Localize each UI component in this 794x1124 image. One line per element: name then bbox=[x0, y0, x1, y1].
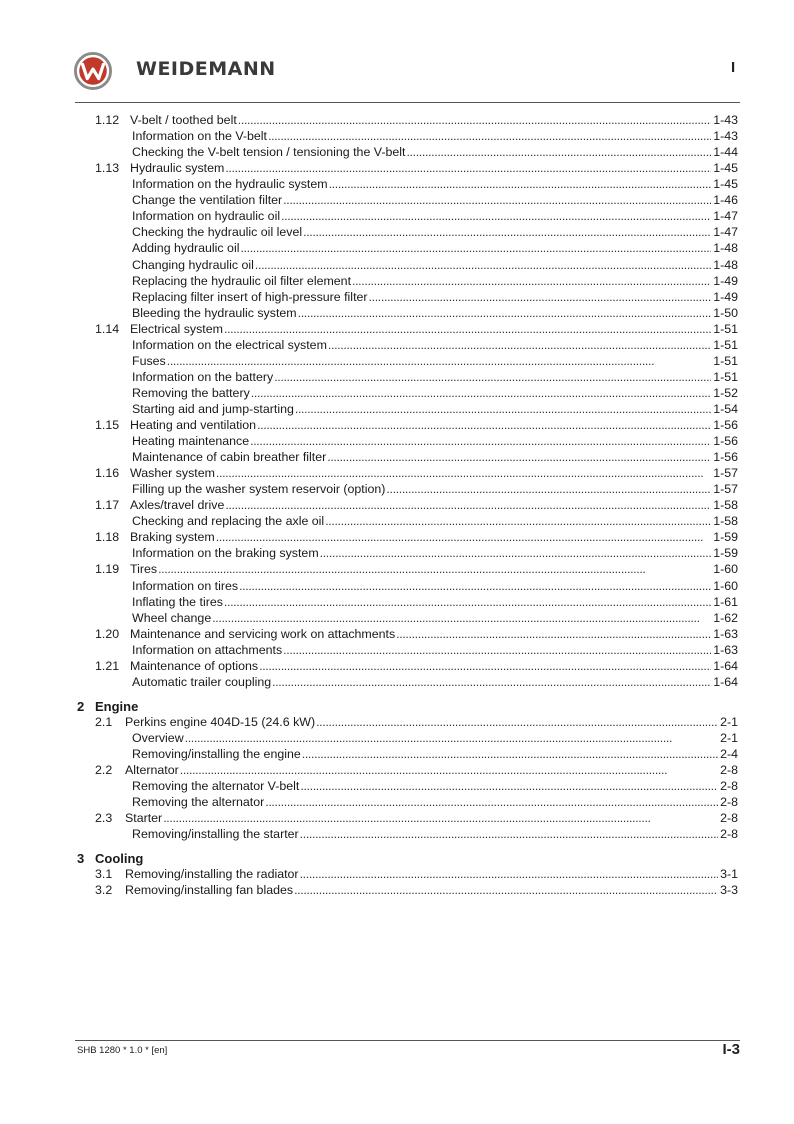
toc-entry-title: Information on the battery bbox=[132, 369, 274, 384]
toc-entry[interactable] bbox=[132, 257, 738, 273]
dot-leader bbox=[163, 810, 718, 826]
dot-leader bbox=[294, 882, 718, 898]
toc-entry-page: 2-8 bbox=[720, 779, 738, 793]
chapter-mark: I bbox=[731, 59, 736, 76]
toc-entry[interactable] bbox=[95, 714, 738, 730]
toc-entry-page: 1-51 bbox=[713, 321, 738, 336]
dot-leader bbox=[281, 208, 711, 224]
toc-entry[interactable] bbox=[132, 449, 738, 465]
toc-entry-page: 1-60 bbox=[713, 578, 738, 593]
toc-entry-page: 1-56 bbox=[713, 434, 738, 448]
toc-entry-number: 1.19 bbox=[95, 562, 120, 577]
toc-entry[interactable] bbox=[132, 481, 738, 497]
dot-leader bbox=[274, 369, 711, 385]
toc-entry-title: Fuses bbox=[132, 353, 166, 368]
toc-entry[interactable] bbox=[132, 674, 738, 690]
toc-entry-page: 3-1 bbox=[720, 867, 738, 882]
toc-entry-number: 1.21 bbox=[95, 658, 120, 673]
dot-leader bbox=[283, 192, 711, 208]
toc-entry[interactable] bbox=[132, 385, 738, 401]
dot-leader bbox=[386, 481, 711, 497]
toc-entry[interactable] bbox=[95, 762, 738, 778]
toc-entry-page: 1-48 bbox=[713, 241, 738, 256]
toc-entry-title: Replacing filter insert of high-pressure filter bbox=[132, 289, 368, 304]
header-divider bbox=[75, 102, 740, 103]
toc-entry-title: Bleeding the hydraulic system bbox=[132, 305, 297, 320]
toc-entry-page: 2-8 bbox=[720, 811, 738, 826]
page-header bbox=[0, 0, 794, 110]
toc-entry-page: 1-58 bbox=[713, 514, 738, 529]
toc-entry-page: 1-47 bbox=[713, 209, 738, 224]
dot-leader bbox=[369, 289, 712, 305]
toc-entry-title: Filling up the washer system reservoir (option) bbox=[132, 482, 386, 497]
toc-entry-page: 1-48 bbox=[713, 257, 738, 272]
toc-entry[interactable] bbox=[132, 778, 738, 794]
dot-leader bbox=[272, 674, 711, 690]
dot-leader bbox=[265, 794, 718, 810]
toc-entry-page: 2-1 bbox=[720, 714, 738, 729]
dot-leader bbox=[225, 497, 711, 513]
toc-entry-page: 1-61 bbox=[713, 594, 738, 609]
toc-entry-page: 1-51 bbox=[713, 353, 738, 368]
dot-leader bbox=[283, 642, 711, 658]
toc-entry-page: 1-43 bbox=[713, 113, 738, 127]
toc-entry-title: Removing/installing the radiator bbox=[125, 867, 299, 882]
toc-entry-title: Axles/travel drive bbox=[130, 498, 225, 513]
dot-leader bbox=[300, 826, 718, 842]
toc-entry[interactable] bbox=[132, 401, 738, 417]
toc-entry-title: Heating and ventilation bbox=[130, 418, 257, 432]
toc-entry[interactable] bbox=[95, 465, 738, 481]
toc-entry[interactable] bbox=[95, 561, 738, 577]
toc-entry[interactable] bbox=[95, 810, 738, 826]
dot-leader bbox=[180, 762, 718, 778]
toc-entry-page: 1-46 bbox=[713, 193, 738, 208]
dot-leader bbox=[329, 176, 712, 192]
toc-entry-title: Checking the hydraulic oil level bbox=[132, 225, 303, 240]
toc-entry[interactable] bbox=[95, 497, 738, 513]
toc-entry[interactable] bbox=[95, 529, 738, 545]
dot-leader bbox=[259, 658, 711, 674]
toc-entry-title: Information on the V-belt bbox=[132, 129, 268, 144]
dot-leader bbox=[250, 433, 711, 449]
toc-entry-title: Wheel change bbox=[132, 610, 212, 625]
dot-leader bbox=[316, 714, 718, 730]
toc-entry[interactable] bbox=[132, 545, 738, 561]
toc-entry-page: 1-63 bbox=[713, 642, 738, 657]
toc-entry-page: 1-50 bbox=[713, 305, 738, 320]
toc-entry-title: Checking and replacing the axle oil bbox=[132, 514, 325, 529]
dot-leader bbox=[251, 385, 711, 401]
toc-entry-title: Changing hydraulic oil bbox=[132, 257, 254, 272]
dot-leader bbox=[295, 401, 711, 417]
toc-entry[interactable] bbox=[95, 112, 738, 128]
toc-entry-page: 1-45 bbox=[713, 161, 738, 176]
dot-leader bbox=[224, 321, 711, 337]
toc-entry-title: Replacing the hydraulic oil filter element bbox=[132, 273, 352, 288]
toc-entry-page: 2-8 bbox=[720, 795, 738, 810]
toc-entry-title: Removing/installing the engine bbox=[132, 746, 301, 761]
toc-entry-title: Maintenance and servicing work on attachments bbox=[130, 626, 396, 641]
dot-leader bbox=[239, 578, 711, 594]
toc-entry-number: 1.17 bbox=[95, 498, 120, 513]
toc-entry[interactable] bbox=[132, 513, 738, 529]
toc-entry-title: Information on the braking system bbox=[132, 546, 319, 561]
toc-entry-title: Adding hydraulic oil bbox=[132, 241, 240, 256]
toc-entry[interactable] bbox=[132, 273, 738, 289]
dot-leader bbox=[257, 417, 711, 433]
toc-entry-number: 1.14 bbox=[95, 321, 120, 336]
toc-entry-title: Information on the hydraulic system bbox=[132, 177, 328, 192]
toc-entry[interactable] bbox=[95, 626, 738, 642]
toc-entry-title: Checking the V-belt tension / tensioning the V-belt bbox=[132, 145, 406, 160]
toc-entry-page: 1-44 bbox=[713, 145, 738, 160]
dot-leader bbox=[406, 144, 711, 160]
toc-entry-title: Removing/installing the starter bbox=[132, 827, 299, 842]
document-id: SHB 1280 * 1.0 * [en] bbox=[77, 1045, 168, 1056]
toc-entry[interactable] bbox=[95, 882, 738, 898]
toc-entry-page: 1-63 bbox=[713, 626, 738, 641]
toc-entry-number: 1.13 bbox=[95, 161, 120, 176]
toc-entry-page: 1-60 bbox=[713, 562, 738, 577]
toc-entry-title: Hydraulic system bbox=[130, 161, 225, 176]
toc-entry-page: 2-8 bbox=[720, 763, 738, 777]
toc-entry-page: 1-43 bbox=[713, 129, 738, 144]
toc-entry-title: Inflating the tires bbox=[132, 594, 223, 609]
footer-divider bbox=[75, 1040, 740, 1041]
toc-entry-number: 3.1 bbox=[95, 867, 113, 882]
chapter-number: 2 bbox=[77, 698, 85, 714]
dot-leader bbox=[327, 449, 711, 465]
toc-entry-number: 2.2 bbox=[95, 763, 113, 777]
dot-leader bbox=[300, 778, 718, 794]
toc-entry[interactable] bbox=[132, 289, 738, 305]
dot-leader bbox=[185, 730, 718, 746]
toc-entry[interactable] bbox=[132, 144, 738, 160]
toc-entry-page: 1-49 bbox=[713, 273, 738, 288]
toc-entry-title: V-belt / toothed belt bbox=[130, 113, 237, 127]
dot-leader bbox=[216, 529, 711, 545]
toc-entry[interactable] bbox=[132, 224, 738, 240]
toc-entry-title: Electrical system bbox=[130, 321, 223, 336]
toc-entry[interactable] bbox=[132, 746, 738, 762]
toc-entry[interactable] bbox=[95, 160, 738, 176]
toc-entry[interactable] bbox=[132, 369, 738, 385]
toc-entry-page: 2-1 bbox=[720, 730, 738, 745]
toc-entry[interactable] bbox=[132, 433, 738, 449]
toc-entry-page: 1-64 bbox=[713, 674, 738, 689]
toc-entry-title: Information on attachments bbox=[132, 642, 283, 657]
toc-entry[interactable] bbox=[132, 730, 738, 746]
dot-leader bbox=[216, 465, 711, 481]
dot-leader bbox=[255, 257, 711, 273]
toc-entry-page: 1-51 bbox=[713, 369, 738, 384]
toc-entry[interactable] bbox=[132, 353, 738, 369]
toc-entry-page: 1-62 bbox=[713, 610, 738, 625]
toc-entry-title: Washer system bbox=[130, 466, 215, 481]
toc-entry-page: 1-59 bbox=[713, 530, 738, 545]
dot-leader bbox=[303, 224, 711, 240]
toc-entry-number: 2.1 bbox=[95, 714, 113, 729]
dot-leader bbox=[225, 160, 711, 176]
toc-entry-number: 3.2 bbox=[95, 883, 113, 898]
toc-entry-page: 1-45 bbox=[713, 177, 738, 192]
toc-entry[interactable] bbox=[132, 794, 738, 810]
toc-entry-title: Removing/installing fan blades bbox=[125, 883, 294, 898]
toc-entry[interactable] bbox=[95, 321, 738, 337]
toc-entry[interactable] bbox=[132, 610, 738, 626]
toc-entry[interactable] bbox=[132, 128, 738, 144]
toc-entry-title: Information on the electrical system bbox=[132, 337, 327, 352]
toc-entry-number: 2.3 bbox=[95, 811, 113, 826]
brand-name: WEIDEMANN bbox=[136, 58, 276, 80]
toc-entry-page: 1-58 bbox=[713, 498, 738, 513]
toc-entry[interactable] bbox=[132, 208, 738, 224]
toc-entry-page: 1-56 bbox=[713, 450, 738, 465]
toc-entry[interactable] bbox=[95, 417, 738, 433]
toc-entry-number: 1.16 bbox=[95, 466, 120, 481]
toc-entry-title: Tires bbox=[130, 562, 158, 577]
chapter-title: Cooling bbox=[95, 851, 144, 867]
toc-entry-title: Removing the battery bbox=[132, 385, 250, 400]
toc-entry[interactable] bbox=[95, 658, 738, 674]
toc-entry[interactable] bbox=[132, 594, 738, 610]
dot-leader bbox=[302, 746, 718, 762]
toc-entry-title: Starter bbox=[125, 811, 163, 826]
dot-leader bbox=[224, 594, 711, 610]
toc-entry[interactable] bbox=[132, 337, 738, 353]
chapter-title: Engine bbox=[95, 698, 139, 714]
toc-entry[interactable] bbox=[132, 305, 738, 321]
toc-entry-page: 1-57 bbox=[713, 482, 738, 497]
toc-entry-page: 3-3 bbox=[720, 883, 738, 898]
dot-leader bbox=[320, 545, 712, 561]
dot-leader bbox=[158, 561, 711, 577]
toc-entry[interactable] bbox=[132, 826, 738, 842]
weidemann-logo-icon bbox=[74, 52, 112, 90]
toc-entry[interactable] bbox=[132, 642, 738, 658]
dot-leader bbox=[325, 513, 711, 529]
toc-entry-page: 1-51 bbox=[713, 337, 738, 352]
dot-leader bbox=[238, 112, 711, 128]
toc-entry-title: Automatic trailer coupling bbox=[132, 674, 272, 689]
chapter-heading[interactable] bbox=[77, 850, 143, 867]
chapter-heading[interactable] bbox=[77, 698, 138, 715]
dot-leader bbox=[240, 240, 711, 256]
dot-leader bbox=[268, 128, 711, 144]
toc-entry-page: 1-52 bbox=[713, 385, 738, 400]
toc-entry-page: 2-8 bbox=[720, 827, 738, 842]
dot-leader bbox=[300, 866, 719, 882]
dot-leader bbox=[167, 353, 711, 369]
toc-entry-number: 1.18 bbox=[95, 530, 120, 545]
toc-entry-number: 1.12 bbox=[95, 113, 120, 127]
toc-entry-title: Removing the alternator bbox=[132, 795, 265, 810]
toc-entry-title: Overview bbox=[132, 730, 184, 745]
toc-entry[interactable] bbox=[132, 578, 738, 594]
chapter-number: 3 bbox=[77, 851, 85, 867]
toc-entry-title: Starting aid and jump-starting bbox=[132, 401, 294, 416]
toc-entry-page: 1-47 bbox=[713, 225, 738, 240]
dot-leader bbox=[298, 305, 712, 321]
toc-entry-title: Alternator bbox=[125, 763, 179, 777]
page-number: I-3 bbox=[722, 1041, 740, 1058]
toc-entry[interactable] bbox=[132, 192, 738, 208]
toc-entry-title: Heating maintenance bbox=[132, 434, 250, 448]
dot-leader bbox=[352, 273, 711, 289]
toc-entry-page: 1-49 bbox=[713, 289, 738, 304]
dot-leader bbox=[328, 337, 711, 353]
dot-leader bbox=[396, 626, 711, 642]
toc-entry-page: 1-59 bbox=[713, 546, 738, 561]
toc-entry[interactable] bbox=[95, 866, 738, 882]
toc-entry-page: 1-54 bbox=[713, 401, 738, 416]
toc-entry-title: Information on hydraulic oil bbox=[132, 209, 281, 224]
toc-entry[interactable] bbox=[132, 176, 738, 192]
toc-entry[interactable] bbox=[132, 240, 738, 256]
toc-entry-page: 2-4 bbox=[720, 746, 738, 761]
toc-entry-title: Maintenance of options bbox=[130, 658, 259, 673]
toc-entry-title: Maintenance of cabin breather filter bbox=[132, 450, 327, 465]
toc-entry-title: Removing the alternator V-belt bbox=[132, 779, 300, 793]
toc-entry-page: 1-56 bbox=[713, 418, 738, 432]
toc-entry-number: 1.20 bbox=[95, 626, 120, 641]
toc-entry-number: 1.15 bbox=[95, 418, 120, 432]
toc-entry-title: Change the ventilation filter bbox=[132, 193, 283, 208]
toc-entry-title: Braking system bbox=[130, 530, 215, 545]
toc-entry-page: 1-64 bbox=[713, 658, 738, 673]
dot-leader bbox=[212, 610, 711, 626]
toc-entry-page: 1-57 bbox=[713, 466, 738, 481]
toc-entry-title: Perkins engine 404D-15 (24.6 kW) bbox=[125, 714, 316, 729]
toc-entry-title: Information on tires bbox=[132, 578, 239, 593]
